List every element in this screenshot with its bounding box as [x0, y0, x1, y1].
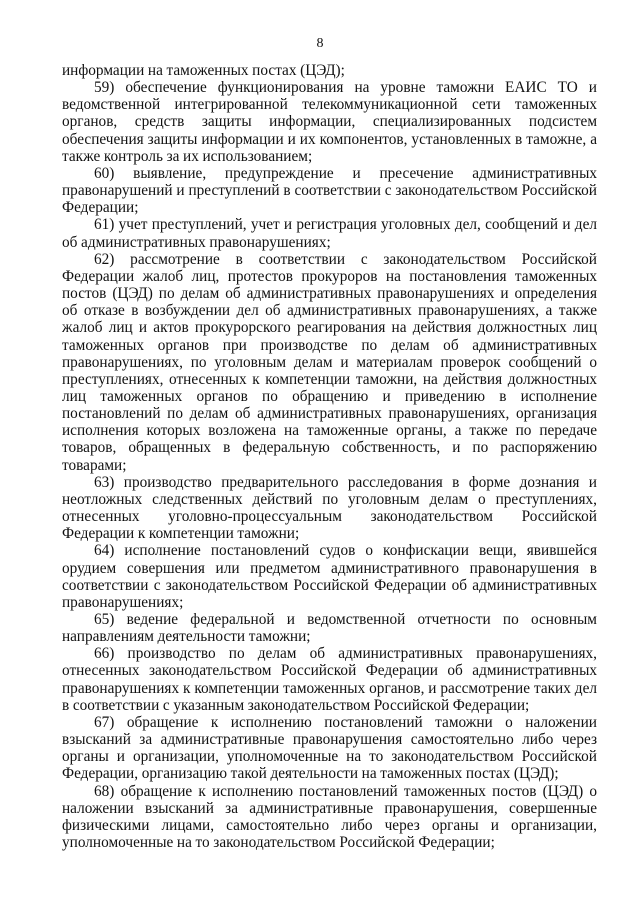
paragraph-item-61: 61) учет преступлений, учет и регистрация уголовных дел, сообщений и дел об административных правонарушениях; [62, 216, 597, 251]
paragraph-item-68: 68) обращение к исполнению постановлений таможенных постов (ЦЭД) о наложении взысканий за административные правонарушения, совершенные физическими лицами, самостоятельно либо через органы и организации, уполномоченные на то законодательством Российской Федерации; [62, 782, 597, 852]
document-body [62, 62, 597, 851]
paragraph-item-64: 64) исполнение постановлений судов о конфискации вещи, явившейся орудием совершения или предметом административного правонарушения в соответствии с законодательством Российской Федерации об административных правонарушениях; [62, 542, 597, 611]
paragraph-item-62: 62) рассмотрение в соответствии с законодательством Российской Федерации жалоб лиц, протестов прокуроров на постановления таможенных постов (ЦЭД) по делам об административных правонарушениях и определения об отказе в возбуждении дел об административных правонарушениях, а также жалоб лиц и актов прокурорского реагирования на действия должностных лиц таможенных органов при производстве по делам об административных правонарушениях, по уголовным делам и материалам проверок сообщений о преступлениях, отнесенных к компетенции таможни, на действия должностных лиц таможенных органов по обращению и приведению в исполнение постановлений по делам об административных правонарушениях, организация исполнения которых возложена на таможенные органы, а также по передаче товаров, обращенных в федеральную собственность, и по распоряжению товарами; [62, 250, 597, 474]
paragraph-item-67: 67) обращение к исполнению постановлений таможни о наложении взысканий за административные правонарушения самостоятельно либо через органы и организации, уполномоченные на то законодательством Российской Федерации, организацию такой деятельности на таможенных постах (ЦЭД); [62, 713, 597, 783]
paragraph-item-59: 59) обеспечение функционирования на уровне таможни ЕАИС ТО и ведомственной интегрированной телекоммуникационной сети таможенных органов, средств защиты информации, специализированных подсистем обеспечения защиты информации и их компонентов, установленных в таможне, а также контроль за их использованием; [62, 79, 597, 165]
paragraph-item-65: 65) ведение федеральной и ведомственной отчетности по основным направлениям деятельности таможни; [62, 611, 597, 646]
paragraph-item-63: 63) производство предварительного расследования в форме дознания и неотложных следственных действий по уголовным делам о преступлениях, отнесенных уголовно-процессуальным законодательством Российской Федерации к компетенции таможни; [62, 473, 597, 543]
paragraph-item-66: 66) производство по делам об административных правонарушениях, отнесенных законодательством Российской Федерации об административных правонарушениях к компетенции таможенных органов, и рассмотрение таких дел в соответствии с указанным законодательством Российской Федерации; [62, 645, 597, 714]
page-number: 8 [316, 36, 324, 51]
paragraph-continuation: информации на таможенных постах (ЦЭД); [62, 62, 345, 79]
paragraph-item-60: 60) выявление, предупреждение и пресечение административных правонарушений и преступлений в соответствии с законодательством Российской Федерации; [62, 164, 597, 217]
